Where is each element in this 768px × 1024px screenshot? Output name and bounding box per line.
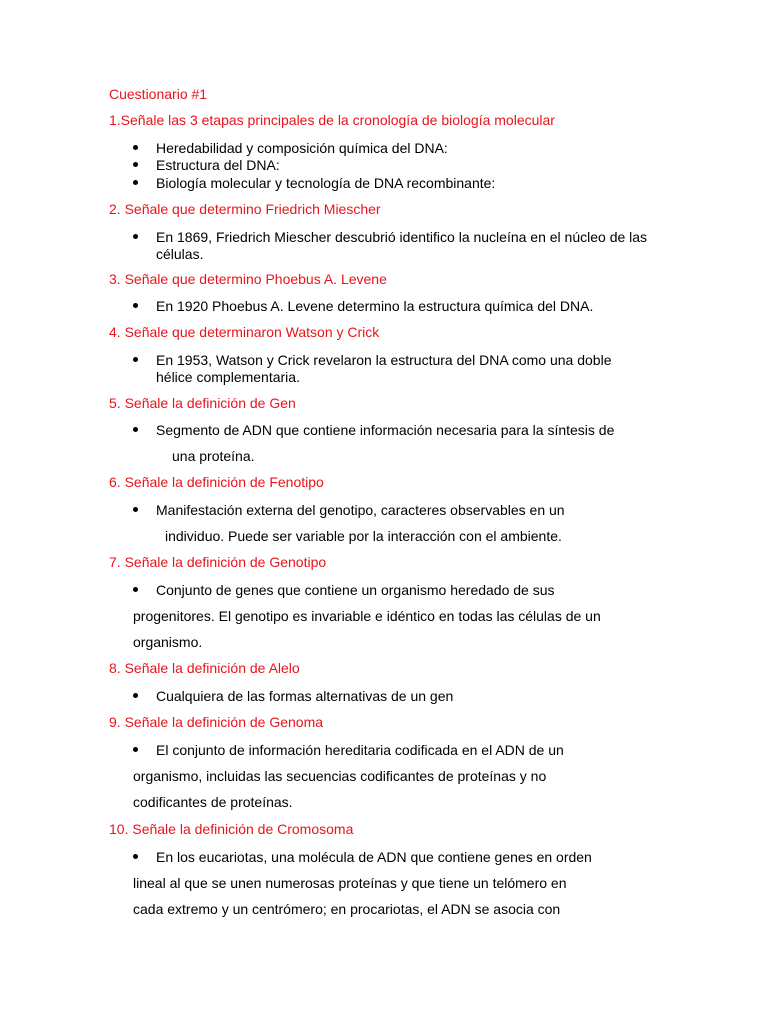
bullet-icon [133, 145, 138, 150]
question-heading-7: 7. Señale la definición de Genotipo [109, 554, 327, 570]
bullet-icon [133, 747, 138, 752]
answer-line: Segmento de ADN que contiene información necesaria para la síntesis de [156, 422, 615, 438]
answer-line: organismo. [133, 634, 203, 650]
question-heading-1: 1.Señale las 3 etapas principales de la cronología de biología molecular [109, 112, 555, 128]
bullet-icon [133, 234, 138, 239]
question-heading-10: 10. Señale la definición de Cromosoma [109, 821, 354, 837]
bullet-icon [133, 507, 138, 512]
question-heading-4: 4. Señale que determinaron Watson y Crick [109, 324, 380, 340]
answer-line: El conjunto de información hereditaria codificada en el ADN de un [156, 742, 564, 758]
bullet-icon [133, 427, 138, 432]
bullet-icon [133, 180, 138, 185]
answer-line: En los eucariotas, una molécula de ADN que contiene genes en orden [156, 849, 592, 865]
answer-line: En 1869, Friedrich Miescher descubrió identifico la nucleína en el núcleo de las [156, 229, 648, 245]
answer-line: Manifestación externa del genotipo, caracteres observables en un [156, 502, 565, 518]
answer-line: hélice complementaria. [156, 369, 300, 385]
answer-line: organismo, incluidas las secuencias codificantes de proteínas y no [133, 768, 547, 784]
question-heading-2: 2. Señale que determino Friedrich Miescher [109, 201, 381, 217]
document-title: Cuestionario #1 [109, 86, 208, 102]
question-heading-8: 8. Señale la definición de Alelo [109, 660, 300, 676]
question-heading-5: 5. Señale la definición de Gen [109, 395, 296, 411]
answer-line: individuo. Puede ser variable por la interacción con el ambiente. [165, 528, 562, 544]
bullet-icon [133, 587, 138, 592]
answer-line: Cualquiera de las formas alternativas de un gen [156, 688, 454, 704]
answer-line: progenitores. El genotipo es invariable e idéntico en todas las células de un [133, 608, 601, 624]
bullet-icon [133, 693, 138, 698]
list-item: Heredabilidad y composición química del DNA: [156, 140, 448, 156]
list-item: Estructura del DNA: [156, 157, 280, 173]
answer-line: cada extremo y un centrómero; en procariotas, el ADN se asocia con [133, 901, 561, 917]
question-heading-9: 9. Señale la definición de Genoma [109, 714, 324, 730]
list-item: Biología molecular y tecnología de DNA recombinante: [156, 175, 496, 191]
answer-line: una proteína. [172, 448, 255, 464]
answer-line: En 1953, Watson y Crick revelaron la estructura del DNA como una doble [156, 352, 612, 368]
answer-line: En 1920 Phoebus A. Levene determino la estructura química del DNA. [156, 298, 594, 314]
answer-line: lineal al que se unen numerosas proteínas y que tiene un telómero en [133, 875, 567, 891]
question-heading-3: 3. Señale que determino Phoebus A. Levene [109, 271, 387, 287]
answer-line: células. [156, 246, 204, 262]
bullet-icon [133, 357, 138, 362]
answer-line: codificantes de proteínas. [133, 794, 293, 810]
bullet-icon [133, 162, 138, 167]
bullet-icon [133, 303, 138, 308]
bullet-icon [133, 854, 138, 859]
question-heading-6: 6. Señale la definición de Fenotipo [109, 474, 324, 490]
answer-line: Conjunto de genes que contiene un organismo heredado de sus [156, 582, 555, 598]
